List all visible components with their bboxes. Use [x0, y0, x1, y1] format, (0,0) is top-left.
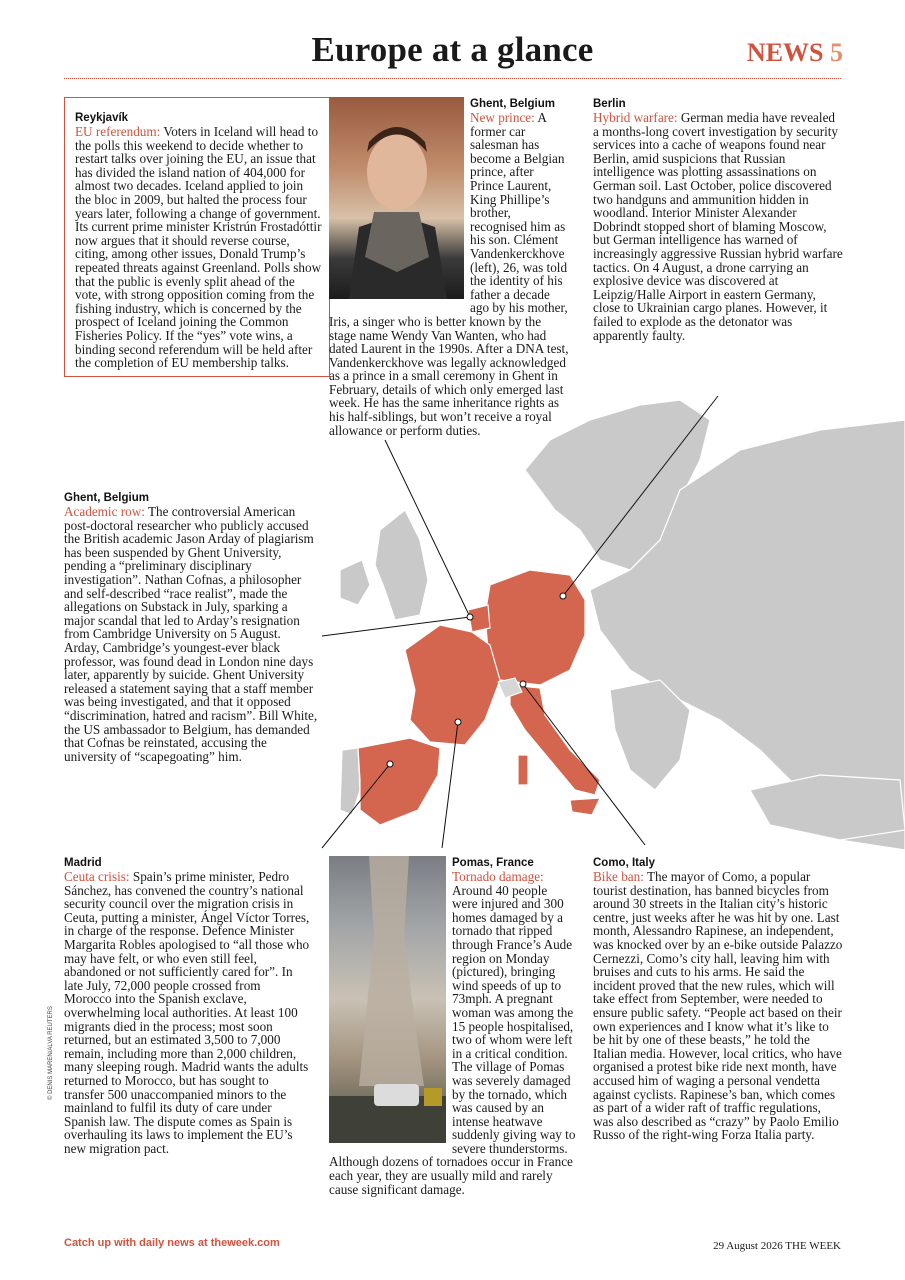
article-location: Berlin: [593, 98, 626, 110]
tornado-photo: [329, 856, 446, 1143]
section-name: NEWS: [746, 38, 824, 67]
article-lede: Hybrid warfare:: [593, 110, 678, 125]
article-text: [593, 870, 843, 1142]
article-body: Spain’s prime minister, Pedro Sánchez, has convened the country’s national security council over the migration crisis in Ceuta, putting a minister, Ángel Víctor Torres, in charge of the response. Defence Minister Margarita Robles apologised to “all those who may have felt, or who even still feel, abandoned or not sufficiently cared for”. In late July, 72,000 people crossed from Morocco into the Spanish exclave, overwhelming local authorities. At least 100 migrants died in the process; most soon returned, but an estimated 3,500 to 7,000 remain, including more than 2,000 children, many sleeping rough. Madrid wants the adults returned to Morocco, but has sought to transfer 500 unaccompanied minors to the mainland to fulfil its duty of care under Spanish law. The dispute comes as Spain is overhauling its laws to implement the EU’s new migration pact.: [64, 869, 310, 1156]
article-lede: Academic row:: [64, 504, 145, 519]
map-turkey: [750, 775, 905, 840]
article-body: German media have revealed a months-long covert investigation by security services into a cache of weapons found near Berlin, amid suspicions that Russian intelligence was plotting assassinations on German soil. Last October, police discovered two handguns and ammunition hidden in woodland. Interior Minister Alexander Dobrindt stopped short of blaming Moscow, but German intelligence has warned of increasingly aggressive Russian hybrid warfare tactics. On 4 August, a drone carrying an explosive device was discovered at Leipzig/Halle Airport in eastern Germany, close to Ukrainian cargo planes. However, it failed to explode as the detonator was apparently faulty.: [593, 110, 843, 343]
tornado-scene-image: [329, 856, 446, 1143]
article-lede: Ceuta crisis:: [64, 869, 130, 884]
map-marker-madrid: [387, 761, 393, 767]
map-france: [405, 625, 500, 745]
map-marker-berlin: [560, 593, 566, 599]
article-body: Voters in Iceland will head to the polls this weekend to decide whether to restart talks over joining the EU, an issue that has divided the island nation of 404,000 for almost two decades. Iceland applied to join the bloc in 2009, but halted the process four years later, following a change of government. Its current prime minister Kristrún Frostadóttir now argues that it should reverse course, citing, among other issues, Donald Trump’s repeated threats against Greenland. Polls show that the public is evenly split ahead of the vote, with strong opposition coming from the fishing industry, which is concerned by the prospect of Iceland joining the Common Fisheries Policy. If the “yes” vote wins, a binding second referendum will be held after the completion of EU membership talks.: [75, 124, 322, 371]
map-spain: [358, 738, 440, 825]
article-ghent-prince: [329, 97, 570, 437]
footer-promo-link[interactable]: Catch up with daily news at theweek.com: [64, 1237, 280, 1249]
article-lede: Tornado damage:: [452, 869, 544, 884]
article-pomas: [329, 856, 576, 1196]
article-body: Around 40 people were injured and 300 homes damaged by a tornado that ripped through France’s Aude region on Monday (pictured), bringing wind speeds of up to 73mph. A pregnant woman was among the 15 people hospitalised, two of whom were left in a critical condition. The village of Pomas was severely damaged by the tornado, which was caused by an intense heatwave suddenly giving way to severe thunderstorms. Although dozens of tornadoes occur in France each year, they are usually mild and rarely cause significant damage.: [329, 882, 576, 1197]
article-lede: New prince:: [470, 110, 535, 125]
article-berlin: [593, 97, 843, 342]
map-marker-pomas: [455, 719, 461, 725]
article-location: Ghent, Belgium: [470, 98, 555, 110]
article-lede: EU referendum:: [75, 124, 161, 139]
prince-portrait-image: [329, 97, 464, 299]
section-label: [747, 38, 843, 68]
map-ireland: [340, 560, 370, 605]
article-text: [593, 111, 843, 342]
article-location: Ghent, Belgium: [64, 492, 149, 504]
article-body: The mayor of Como, a popular tourist destination, has banned bicycles from around 30 streets in the Italian city’s historic centre, just weeks after he was hit by one. Last month, Alessandro Rapinese, an independent, was knocked over by an e-bike outside Palazzo Cernezzi, Como’s city hall, leaving him with bruises and cuts to his arms. He said the incident proved that the new rules, which will take effect from September, were needed to ensure public safety. “People act based on their own experiences and I know what it’s like to be hit by one of these beasts,” he told the Italian media. However, local critics, who have organised a protest bike ride next month, have accused him of waging a personal vendetta against cyclists. Rapinese’s ban, which comes as part of a wider raft of traffic regulations, was also described as “crazy” by Paolo Emilio Russo of the right-wing Forza Italia party.: [593, 869, 843, 1143]
article-text: [64, 505, 318, 763]
article-reykjavik: [64, 97, 330, 377]
article-body: The controversial American post-doctoral researcher who publicly accused the British academic Jason Arday of plagiarism has been suspended by Ghent University, pending a “preliminary disciplinary investigation”. Nathan Cofnas, a philosopher and self-described “race realist”, made the allegations on Substack in July, sparking a major scandal that led to Arday’s resignation from Cambridge University on 5 August. Arday, Cambridge’s youngest-ever black professor, was found dead in London nine days later, apparently by suicide. Ghent University released a statement saying that a staff member was being investigated, and that it opposed “discrimination, hatred and racism”. Bill White, the US ambassador to Belgium, has demanded that Cofnas be reinstated, accusing the university of “scapegoating” him.: [64, 504, 318, 764]
map-marker-ghent: [467, 614, 473, 620]
europe-map: [300, 370, 905, 850]
prince-photo: [329, 97, 464, 299]
page-number: 5: [830, 38, 843, 67]
footer-date-masthead: 29 August 2026 THE WEEK: [713, 1240, 841, 1252]
map-britain: [375, 510, 428, 620]
map-sardinia: [518, 755, 528, 785]
page-title: Europe at a glance: [311, 30, 594, 69]
article-como: [593, 856, 843, 1142]
article-text: [64, 870, 310, 1155]
photo-credit: © DENIS MAREN/ALVA REUTERS: [48, 1006, 54, 1100]
article-location: Como, Italy: [593, 857, 655, 869]
header-rule: [64, 78, 841, 79]
article-lede: Bike ban:: [593, 869, 644, 884]
article-location: Pomas, France: [452, 857, 534, 869]
article-ghent-academic: [64, 491, 318, 763]
article-text: [75, 125, 322, 370]
article-location: Madrid: [64, 857, 102, 869]
map-marker-como: [520, 681, 526, 687]
article-madrid: [64, 856, 310, 1155]
article-location: Reykjavík: [75, 112, 129, 124]
map-sicily: [570, 798, 600, 815]
article-body: A former car salesman has become a Belgian prince, after Prince Laurent, King Phillipe’s brother, recognised him as his son. Clément Vandenkerckhove (left), 26, was told the identity of his father a decade ago by his mother, Iris, a singer who is better known by the stage name Wendy Van Wanten, who had dated Laurent in the 1990s. After a DNA test, Vandenkerckhove was legally acknowledged as a prince in a small ceremony in Ghent in February, details of which only emerged last week. He has the same inheritance rights as his half-siblings, but won’t receive a royal allowance or perform duties.: [329, 110, 569, 438]
